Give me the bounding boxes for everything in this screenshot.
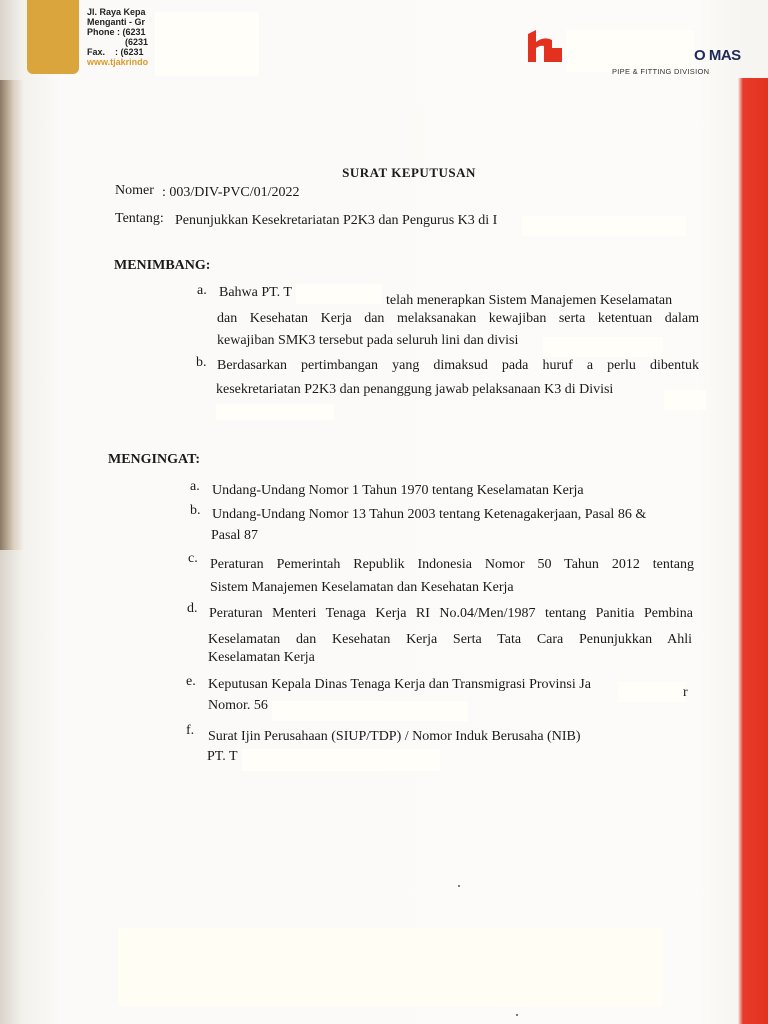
website-link: www.tjakrindo bbox=[87, 57, 149, 67]
fax-line: Fax. : (6231 bbox=[87, 47, 144, 57]
mengingat-item-c-letter: c. bbox=[188, 551, 198, 566]
mengingat-item-f-line-1: Surat Ijin Perusahaan (SIUP/TDP) / Nomor Induk Berusaha (NIB) bbox=[208, 729, 581, 744]
redaction-menimbang-b3 bbox=[216, 404, 334, 420]
nomor-label: Nomer bbox=[115, 183, 154, 198]
scan-shadow bbox=[0, 80, 24, 550]
menimbang-item-b-letter: b. bbox=[196, 355, 207, 370]
scan-speck bbox=[516, 1014, 518, 1016]
mengingat-item-b-letter: b. bbox=[190, 503, 201, 518]
company-logo-icon bbox=[526, 28, 564, 64]
mengingat-item-d-line-3: Keselamatan Kerja bbox=[208, 650, 315, 665]
mengingat-item-d-line-1: Peraturan Menteri Tenaga Kerja RI No.04/Men/1987 tentang Panitia Pembina bbox=[209, 606, 693, 621]
menimbang-item-b-line-1: Berdasarkan pertimbangan yang dimaksud pada huruf a perlu dibentuk bbox=[217, 358, 699, 373]
nomor-value: : 003/DIV-PVC/01/2022 bbox=[162, 185, 300, 200]
menimbang-item-a-line-3: kewajiban SMK3 tersebut pada seluruh lini dan divisi bbox=[217, 333, 519, 348]
mengingat-item-f-letter: f. bbox=[186, 723, 195, 738]
tentang-value: Penunjukkan Kesekretariatan P2K3 dan Pengurus K3 di I bbox=[175, 213, 498, 228]
mengingat-item-d-line-2: Keselamatan dan Kesehatan Kerja Serta Tata Cara Penunjukkan Ahli bbox=[208, 632, 692, 647]
redaction-logo bbox=[566, 30, 694, 72]
mengingat-item-d-letter: d. bbox=[187, 601, 198, 616]
redaction-menimbang-b2 bbox=[664, 390, 706, 410]
redaction-top-mark bbox=[408, 104, 426, 162]
menimbang-heading: MENIMBANG: bbox=[114, 258, 211, 273]
address-line-2: Menganti - Gr bbox=[87, 17, 145, 27]
address-line-1: Jl. Raya Kepa bbox=[87, 7, 146, 17]
redaction-footer bbox=[118, 928, 663, 1006]
menimbang-item-a-line-1a: Bahwa PT. T bbox=[219, 285, 292, 300]
redaction-menimbang-a1 bbox=[296, 284, 382, 304]
mengingat-item-e-line-1: Keputusan Kepala Dinas Tenaga Kerja dan Transmigrasi Provinsi Ja bbox=[208, 677, 591, 692]
redaction-menimbang-a3 bbox=[543, 337, 663, 357]
mengingat-heading: MENGINGAT: bbox=[108, 452, 201, 467]
red-page-edge bbox=[738, 78, 768, 1024]
tentang-label: Tentang: bbox=[115, 211, 164, 226]
mengingat-item-e-line-2: Nomor. 56 bbox=[208, 698, 268, 713]
redaction-mengingat-e2 bbox=[272, 701, 468, 721]
redaction-tentang bbox=[522, 216, 686, 236]
menimbang-item-a-letter: a. bbox=[197, 283, 207, 298]
redaction-address bbox=[155, 12, 259, 76]
logo-subtitle: PIPE & FITTING DIVISION bbox=[612, 67, 710, 76]
phone-line-1: Phone : (6231 bbox=[87, 27, 146, 37]
mengingat-item-b-line-2: Pasal 87 bbox=[211, 528, 259, 543]
mengingat-item-f-line-2: PT. T bbox=[207, 749, 238, 764]
logo-text: O MAS bbox=[694, 47, 741, 64]
mengingat-item-e-line-1-end: r bbox=[683, 685, 688, 700]
mengingat-item-e-letter: e. bbox=[186, 674, 196, 689]
letterhead-gold-tab bbox=[27, 0, 79, 74]
scan-speck bbox=[458, 885, 460, 887]
menimbang-item-a-line-1b: telah menerapkan Sistem Manajemen Keselamatan bbox=[386, 293, 673, 308]
redaction-mengingat-e1 bbox=[618, 682, 686, 702]
phone-line-2: (6231 bbox=[125, 37, 149, 47]
mengingat-item-c-line-2: Sistem Manajemen Keselamatan dan Kesehatan Kerja bbox=[210, 580, 514, 595]
redaction-mengingat-f2 bbox=[242, 749, 440, 771]
mengingat-item-a-line-1: Undang-Undang Nomor 1 Tahun 1970 tentang Keselamatan Kerja bbox=[212, 483, 584, 498]
menimbang-item-a-line-2: dan Kesehatan Kerja dan melaksanakan kewajiban serta ketentuan dalam bbox=[217, 311, 699, 326]
mengingat-item-b-line-1: Undang-Undang Nomor 13 Tahun 2003 tentang Ketenagakerjaan, Pasal 86 & bbox=[212, 507, 647, 522]
menimbang-item-b-line-2: kesekretariatan P2K3 dan penanggung jawab pelaksanaan K3 di Divisi bbox=[216, 382, 614, 397]
document-title: SURAT KEPUTUSAN bbox=[342, 165, 476, 180]
mengingat-item-a-letter: a. bbox=[190, 479, 200, 494]
mengingat-item-c-line-1: Peraturan Pemerintah Republik Indonesia Nomor 50 Tahun 2012 tentang bbox=[210, 557, 694, 572]
